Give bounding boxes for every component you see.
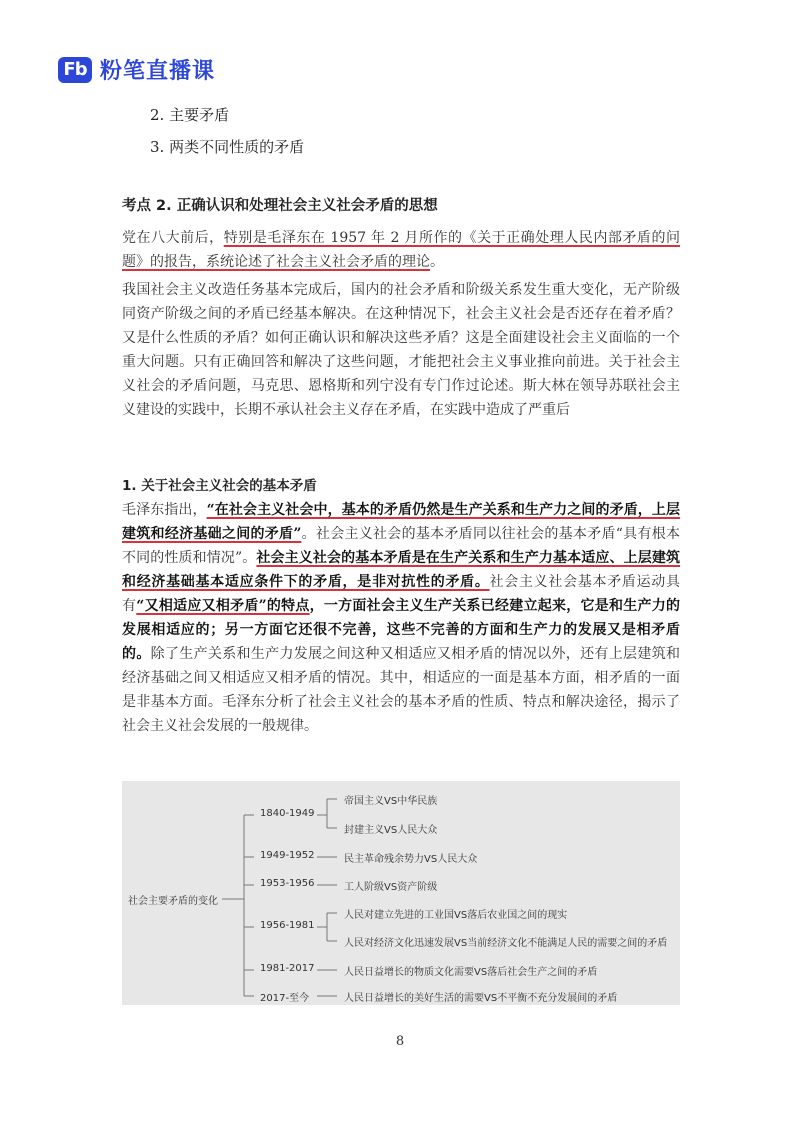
contradiction-item: 人民对建立先进的工业国VS落后农业国之间的现实	[344, 910, 568, 921]
bold-text: ，一方面社会主义生产关系已经建立起来，它是和生产力的发展相适应的；另一方面它还很不完善，这些不完善的方面和生产力的发展又是相矛盾的。	[122, 598, 681, 662]
period-label: 1981-2017	[260, 963, 315, 974]
paragraph-basic-contradiction	[122, 498, 680, 738]
text-run: 社会主义社会基本矛盾运动具有	[122, 574, 681, 614]
underlined-text: 特别是毛泽东在 1957 年 2 月所作的《关于正确处理人民内部矛盾的问题》的报告，系统论述了社会主义社会矛盾的理论	[122, 230, 680, 270]
contradiction-item: 封建主义VS人民大众	[344, 825, 438, 836]
text-run: 除了生产关系和生产力发展之间这种又相适应又相矛盾的情况以外，还有上层建筑和经济基础之间又相适应又相矛盾的情况。其中，相适应的一面是基本方面，相矛盾的一面是非基本方面。毛泽东分析了社会主义社会的基本矛盾的性质、特点和解决途径，揭示了社会主义社会发展的一般规律。	[122, 646, 681, 734]
mind-map-root: 社会主要矛盾的变化	[128, 896, 218, 907]
paragraph-intro	[122, 226, 680, 274]
mind-map	[122, 781, 680, 1005]
underlined-bold-text: “又相适应又相矛盾”的特点	[136, 598, 310, 614]
brand-name: 粉笔直播课	[100, 59, 216, 84]
section-heading: 考点 2. 正确认识和处理社会主义社会矛盾的思想	[122, 198, 438, 214]
period-label: 1949-1952	[260, 850, 315, 861]
underlined-bold-text: “在社会主义社会中，基本的矛盾仍然是生产关系和生产力之间的矛盾，上层建筑和经济基础之间的矛盾”	[122, 502, 680, 542]
period-label: 1953-1956	[260, 878, 315, 889]
paragraph-background: 我国社会主义改造任务基本完成后，国内的社会矛盾和阶级关系发生重大变化，无产阶级同资产阶级之间的矛盾已经基本解决。在这种情况下，社会主义社会是否还存在着矛盾？又是什么性质的矛盾？如何正确认识和解决这些矛盾？这是全面建设社会主义面临的一个重大问题。只有正确回答和解决了这些问题，才能把社会主义事业推向前进。关于社会主义社会的矛盾问题，马克思、恩格斯和列宁没有专门作过论述。斯大林在领导苏联社会主义建设的实践中，长期不承认社会主义存在矛盾，在实践中造成了严重后	[122, 282, 680, 418]
brand-mark-icon: Fb	[58, 57, 92, 83]
contradiction-item: 人民日益增长的物质文化需要VS落后社会生产之间的矛盾	[344, 967, 598, 978]
text-run: 。社会主义社会的基本矛盾同以往社会的基本矛盾“具有根本不同的性质和情况”。	[122, 526, 680, 566]
contradiction-item: 人民对经济文化迅速发展VS当前经济文化不能满足人民的需要之间的矛盾	[344, 938, 668, 949]
period-label: 1840-1949	[260, 808, 315, 819]
brand-logo	[58, 54, 215, 85]
contradiction-item: 工人阶级VS资产阶级	[344, 882, 438, 893]
underlined-bold-text: 社会主义社会的基本矛盾是在生产关系和生产力基本适应、上层建筑和经济基础基本适应条件下的矛盾，是非对抗性的矛盾。	[122, 550, 680, 590]
subsection-heading: 1. 关于社会主义社会的基本矛盾	[122, 478, 317, 494]
contradiction-item: 人民日益增长的美好生活的需要VS不平衡不充分发展间的矛盾	[344, 993, 618, 1004]
toc-item: 2. 主要矛盾	[150, 106, 230, 124]
text-run: 。	[430, 254, 444, 270]
period-label: 2017-至今	[260, 993, 310, 1004]
page-number: 8	[395, 1034, 405, 1049]
text-run: 毛泽东指出，	[122, 502, 207, 518]
contradiction-item: 帝国主义VS中华民族	[344, 796, 438, 807]
text-run: 党在八大前后，	[122, 230, 224, 246]
toc-item: 3. 两类不同性质的矛盾	[150, 138, 305, 156]
period-label: 1956-1981	[260, 920, 315, 931]
contradiction-item: 民主革命残余势力VS人民大众	[344, 854, 478, 865]
